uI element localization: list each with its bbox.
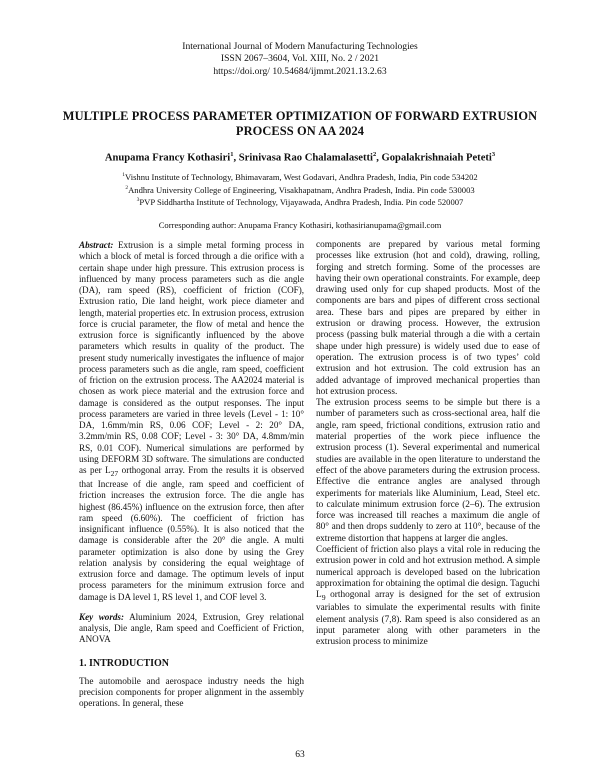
intro-paragraph: The extrusion process seems to be simple but there is a number of parameters such as cross-sectional area, half die angle, ram speed, frictional conditions, extrusion ratio and material properties of the work piece influence the extrusion process (1). Several experimental and numerical studies are available in the open literature to understand the effect of the above parameters during the extrusion process. Effective die entrance angles are analysed through experiments for materials like Aluminium, Lead, Steel etc. to calculate minimum extrusion force (2–6). The extrusion force was increased till reaches a maximum die angle of 80° and then drops suddenly to zero at 110°, because of the extreme distortion that happens at larger die angles. — [316, 398, 540, 544]
right-column — [316, 240, 540, 649]
affiliation-text: Vishnu Institute of Technology, Bhimavaram, West Godavari, Andhra Pradesh, India, Pin code 534202 — [125, 171, 478, 182]
intro-paragraph — [316, 545, 540, 649]
subscript: 9 — [321, 593, 326, 603]
intro-text-cont: orthogonal array is designed for the set of extrusion variables to simulate the experimental results with finite element analysis (7,8). Ram speed is also considered as an input parameter along with other parameters in the extrusion process to minimize — [316, 590, 540, 648]
affiliation-mark: 2 — [125, 184, 129, 191]
paper-title: MULTIPLE PROCESS PARAMETER OPTIMIZATION OF FORWARD EXTRUSION PROCESS ON AA 2024 — [62, 109, 538, 138]
author-name: Srinivasa Rao Chalamalasetti — [238, 152, 373, 164]
author-name: Anupama Francy Kothasiri — [104, 152, 231, 164]
intro-paragraph: The automobile and aerospace industry needs the high precision components for proper alignment in the assembly operations. In general, these — [79, 676, 304, 710]
keywords — [79, 612, 304, 646]
abstract-text-cont: orthogonal array. From the results it is observed that Increase of die angle, ram speed and coefficient of friction increases the extrusion force. The die angle has highest (86.45%) influence on the extrusion force, then after ram speed (6.60%). The coefficient of friction has insignificant influence (0.55%). It is also noticed that the damage is considerable after the 20° die angle. A multi parameter optimization is also done by using the Grey relation analysis by considering the equal weightage of extrusion force and damage. The optimum levels of input process parameters for the minimum extrusion force and damage is DA level 1, RS level 1, and COF level 3. — [79, 465, 304, 602]
affiliation-mark: 3 — [136, 197, 140, 204]
abstract-label: Abstract: — [79, 240, 114, 250]
author-affil-mark: 2 — [372, 151, 377, 158]
page-number: 63 — [295, 750, 305, 760]
abstract-text: Extrusion is a simple metal forming process in which a block of metal is forced through a die orifice with a certain shape under high pressure. This extrusion process is influenced by many process parameters such as die angle (DA), ram speed (RS), coefficient of friction (COF), Extrusion ratio, Die land height, work piece diameter and length, material properties etc. In extrusion process, extrusion force is crucial parameter, the flow of metal and hence the extrusion force is significantly influenced by the above parameters which results in quality of the product. The present study numerically investigates the influence of major process parameters such as die angle, ram speed, coefficient of friction on the extrusion process. The AA2024 material is chosen as work piece material and the extrusion force and damage is considered as the output responses. The input process parameters are varied in three levels (Level - 1: 10° DA, 1.6mm/min RS, 0.06 COF; Level - 2: 20° DA, 3.2mm/min RS, 0.08 COF; Level - 3: 30° DA, 4.8mm/min RS, 0.01 COF). Numerical simulations are performed by using DEFORM 3D software. The simulations are conducted as per L — [79, 240, 304, 475]
subscript: 27 — [110, 468, 119, 478]
affiliation-text: Andhra University College of Engineering, Visakhapatnam, Andhra Pradesh, India. Pin code 530003 — [128, 184, 475, 195]
section-heading: 1. INTRODUCTION — [79, 657, 170, 669]
affiliation-text: PVP Siddhartha Institute of Technology, Vijayawada, Andhra Pradesh, India. Pin code 520007 — [139, 197, 464, 208]
affiliation-list — [0, 170, 600, 208]
author-list: Anupama Francy Kothasiri$^1$, Srinivasa Rao Chalamalasetti$^2$, Gopalakrishnaiah Peteti$^3$ — [104, 151, 496, 164]
affiliation — [0, 183, 600, 196]
intro-paragraph-cont: components are prepared by various metal forming processes like extrusion (hot and cold), drawing, rolling, forging and stretch forming. Some of the processes are having their own operational constraints. For example, deep drawing used only for cup shaped products. Most of the components are bars and pipes of different cross sectional area. These bars and pipes are prepared by either in extrusion or drawing process. However, the extrusion process (passing bulk material through a die with a certain shape under high pressure) is widely used due to ease of operation. The extrusion process is of two types’ cold extrusion and hot extrusion. The cold extrusion has an added advantage of improved mechanical properties than hot extrusion process. — [316, 240, 540, 397]
author-affil-mark: 3 — [491, 151, 496, 158]
affiliation — [0, 170, 600, 183]
affiliation-mark: 1 — [122, 172, 126, 178]
affiliation — [0, 195, 600, 208]
corresponding-author: Corresponding author: Anupama Francy Kothasiri, kothasirianupama@gmail.com — [158, 220, 442, 230]
journal-header — [0, 41, 600, 78]
intro-text: Coefficient of friction also plays a vital role in reducing the extrusion power in cold and hot extrusion method. A simple numerical approach is developed based on the lubrication approximation for obtaining the optimal die design. Taguchi L — [316, 545, 540, 601]
author-name: Gopalakrishnaiah Peteti — [381, 152, 492, 164]
left-column — [79, 240, 304, 711]
journal-doi[interactable]: https://doi.org/ 10.54684/ijmmt.2021.13.2.63 — [213, 65, 387, 77]
keywords-label: Key words: — [79, 611, 124, 622]
author-affil-mark: 1 — [230, 151, 234, 158]
keywords-text: Aluminium 2024, Extrusion, Grey relational analysis, Die angle, Ram speed and Coefficient of Friction, ANOVA — [79, 611, 304, 645]
abstract — [79, 240, 304, 603]
journal-name: International Journal of Modern Manufacturing Technologies — [182, 41, 418, 52]
journal-issn: ISSN 2067–3604, Vol. XIII, No. 2 / 2021 — [220, 53, 380, 65]
